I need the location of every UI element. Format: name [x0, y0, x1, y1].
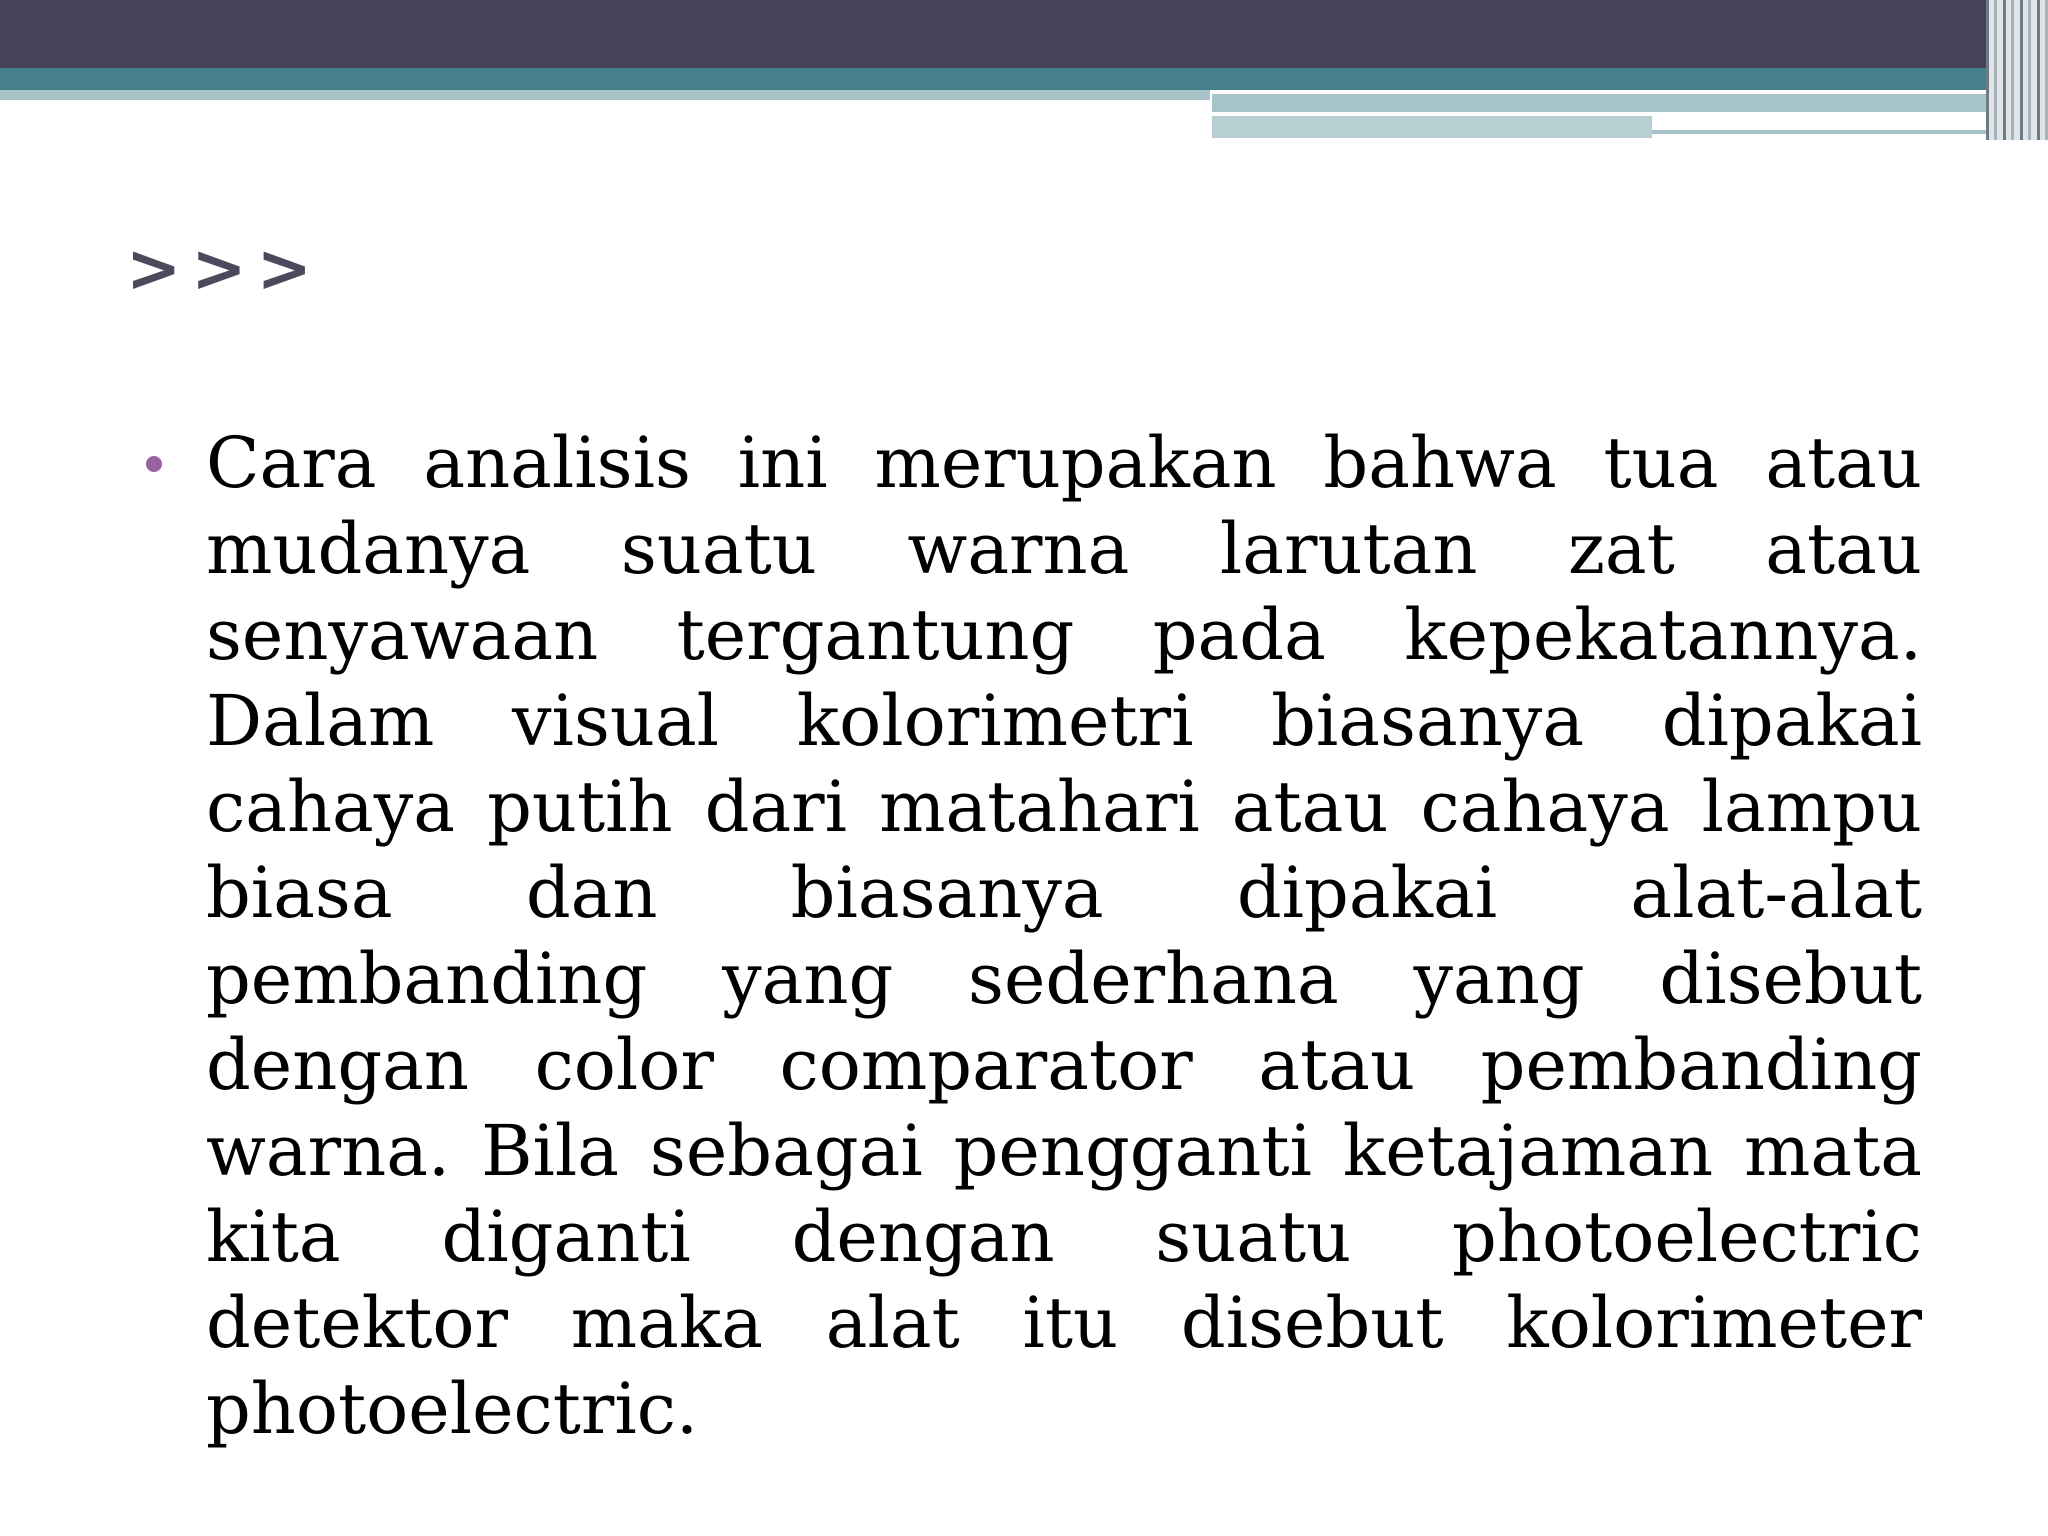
stripe — [2003, 0, 2006, 140]
stripe — [2011, 0, 2014, 140]
bullet-dot-icon — [146, 456, 162, 472]
header-banner-teal — [0, 68, 2048, 90]
slide-body — [146, 420, 1922, 1452]
stripe — [1986, 0, 1989, 140]
stripe — [2028, 0, 2031, 140]
header-banner-light-lower — [1212, 116, 1652, 138]
bullet-text: Cara analisis ini merupakan bahwa tua atau mudanya suatu warna larutan zat atau senyawaan tergantung pada kepekatannya. Dalam visual kolorimetri biasanya dipakai cahaya putih dari matahari atau cahaya lampu biasa dan biasanya dipakai alat-alat pembanding yang sederhana yang disebut dengan color comparator atau pembanding warna. Bila sebagai pengganti ketajaman mata kita diganti dengan suatu photoelectric detektor maka alat itu disebut kolorimeter photoelectric. — [206, 422, 1922, 1450]
header-banner-light-lower-line — [1652, 130, 2028, 134]
header-banner-light-left — [0, 90, 1210, 100]
stripe — [2020, 0, 2023, 140]
stripe — [2037, 0, 2040, 140]
header-stripes — [1986, 0, 2048, 140]
bullet-item — [146, 420, 1922, 1452]
header-banner-light-right — [1212, 94, 2028, 112]
header-banner-dark — [0, 0, 2048, 68]
stripe — [1994, 0, 1997, 140]
slide-title: >>> — [126, 230, 322, 307]
